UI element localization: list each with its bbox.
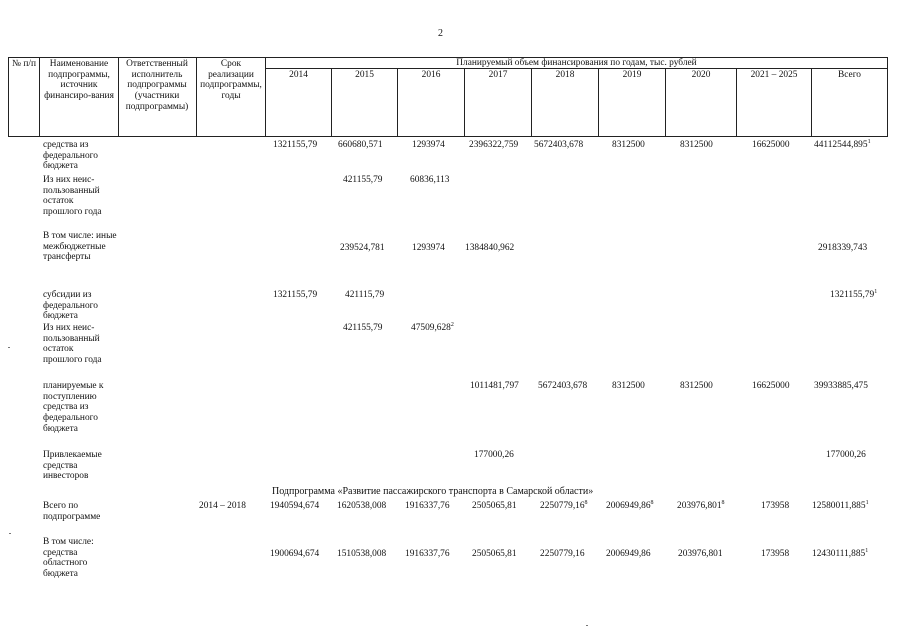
cell-value: 2396322,759 (469, 140, 519, 150)
cell-value: 1510538,008 (337, 549, 387, 559)
cell-value: 2006949,86 (606, 549, 651, 559)
cell-value: 2918339,743 (818, 243, 868, 253)
footnote-mark: 8 (721, 499, 725, 506)
cell-value-total (812, 501, 869, 512)
cell-value: 239524,781 (340, 243, 385, 253)
header-year: 2015 (355, 70, 374, 80)
header-responsible: Ответственный исполнитель подпрограммы (участники подпрограммы) (125, 59, 189, 112)
cell-value-2020 (677, 501, 725, 512)
cell-value: 1293974 (412, 140, 445, 150)
row-label: Всего по подпрограмме (43, 501, 101, 522)
cell-value-total (814, 140, 871, 151)
scan-speck (9, 533, 11, 534)
header-number: № п/п (12, 59, 36, 69)
header-divider (8, 57, 9, 137)
footnote-mark: 1 (865, 547, 869, 554)
cell-value: 1916337,76 (405, 549, 450, 559)
value-2020: 203976,801 (677, 501, 722, 511)
cell-value: 1900694,674 (270, 549, 320, 559)
cell-value: 421115,79 (345, 290, 385, 300)
cell-value: 2250779,16 (540, 549, 585, 559)
cell-value: 173958 (761, 549, 790, 559)
row-label: В том числе: средства областного бюджета (43, 537, 94, 579)
cell-value: 1293974 (412, 243, 445, 253)
cell-value: 5672403,678 (534, 140, 584, 150)
scan-speck (586, 625, 588, 626)
row-label: Из них неис-пользованный остаток прошлого года (43, 323, 102, 365)
scan-speck (8, 347, 10, 348)
value-2019: 2006949,86 (606, 501, 651, 511)
cell-value: 173958 (761, 501, 790, 511)
cell-value-2016 (411, 323, 454, 334)
total-value: 44112544,895 (814, 140, 868, 150)
header-year: 2018 (555, 70, 575, 80)
cell-value: 421155,79 (343, 175, 383, 185)
table-header (8, 57, 888, 137)
cell-value: 16625000 (752, 381, 790, 391)
subprogram-title: Подпрограмма «Развитие пассажирского транспорта в Самарской области» (272, 486, 594, 497)
cell-value: 177000,26 (826, 450, 866, 460)
cell-value: 16625000 (752, 140, 790, 150)
total-value: 12580011,885 (812, 501, 866, 511)
cell-value: 2505065,81 (472, 549, 517, 559)
header-year: 2017 (488, 70, 508, 80)
value-2018: 2250779,16 (540, 501, 585, 511)
header-group-title: Планируемый объем финансирования по годам, тыс. рублей (456, 58, 697, 68)
header-year: 2021 – 2025 (750, 70, 798, 80)
cell-value: 203976,801 (678, 549, 723, 559)
footnote-mark: 1 (865, 499, 869, 506)
cell-value: 60836,113 (410, 175, 450, 185)
row-label: планируемые к поступлению средства из федерального бюджета (43, 381, 104, 434)
row-label: Из них неис-пользованный остаток прошлого года (43, 175, 102, 217)
cell-value-total (830, 290, 877, 301)
header-year: Всего (838, 70, 861, 80)
row-label: субсидии из федерального бюджета (43, 290, 98, 322)
header-year: 2019 (622, 70, 642, 80)
header-divider (887, 57, 888, 137)
header-bottom-border (8, 136, 888, 137)
cell-value: 1321155,79 (273, 290, 318, 300)
header-divider (196, 57, 197, 137)
footnote-mark: 2 (450, 321, 454, 328)
header-divider (39, 57, 40, 137)
header-year: 2020 (691, 70, 711, 80)
cell-value: 39933885,475 (814, 381, 868, 391)
row-label: Привлекаемые средства инвесторов (43, 450, 102, 482)
row-label: В том числе: иные межбюджетные трансферты (43, 231, 117, 263)
header-year: 2014 (289, 70, 308, 80)
cell-value: 8312500 (680, 140, 713, 150)
cell-value: 1940594,674 (270, 501, 320, 511)
cell-value: 660680,571 (338, 140, 383, 150)
cell-value: 5672403,678 (538, 381, 588, 391)
header-year: 2016 (421, 70, 441, 80)
total-value: 1321155,79 (830, 290, 875, 300)
cell-value: 1916337,76 (405, 501, 450, 511)
header-divider (118, 57, 119, 137)
cell-value: 8312500 (612, 381, 645, 391)
cell-value: 177000,26 (474, 450, 514, 460)
cell-value-2018 (540, 501, 588, 512)
page-number: 2 (438, 28, 443, 39)
header-divider (265, 57, 266, 137)
cell-value: 421155,79 (343, 323, 383, 333)
row-label: средства из федерального бюджета (43, 140, 98, 172)
header-period: Срок реализации подпрограммы, годы (200, 59, 262, 101)
value-2016: 47509,628 (411, 323, 451, 333)
footnote-mark: 1 (874, 288, 878, 295)
footnote-mark: 8 (650, 499, 654, 506)
cell-value: 1011481,797 (470, 381, 519, 391)
cell-value-2019 (606, 501, 654, 512)
footnote-mark: 1 (867, 138, 871, 145)
total-value: 12430111,885 (812, 549, 866, 559)
cell-value: 2505065,81 (472, 501, 517, 511)
cell-value: 1384840,962 (465, 243, 515, 253)
cell-value: 1620538,008 (337, 501, 387, 511)
header-name: Наименование подпрограммы, источник финансиро-вания (44, 59, 114, 101)
cell-value-total (812, 549, 868, 560)
row-period: 2014 – 2018 (199, 501, 246, 511)
footnote-mark: 8 (584, 499, 588, 506)
cell-value: 8312500 (612, 140, 645, 150)
cell-value: 8312500 (680, 381, 713, 391)
cell-value: 1321155,79 (273, 140, 318, 150)
